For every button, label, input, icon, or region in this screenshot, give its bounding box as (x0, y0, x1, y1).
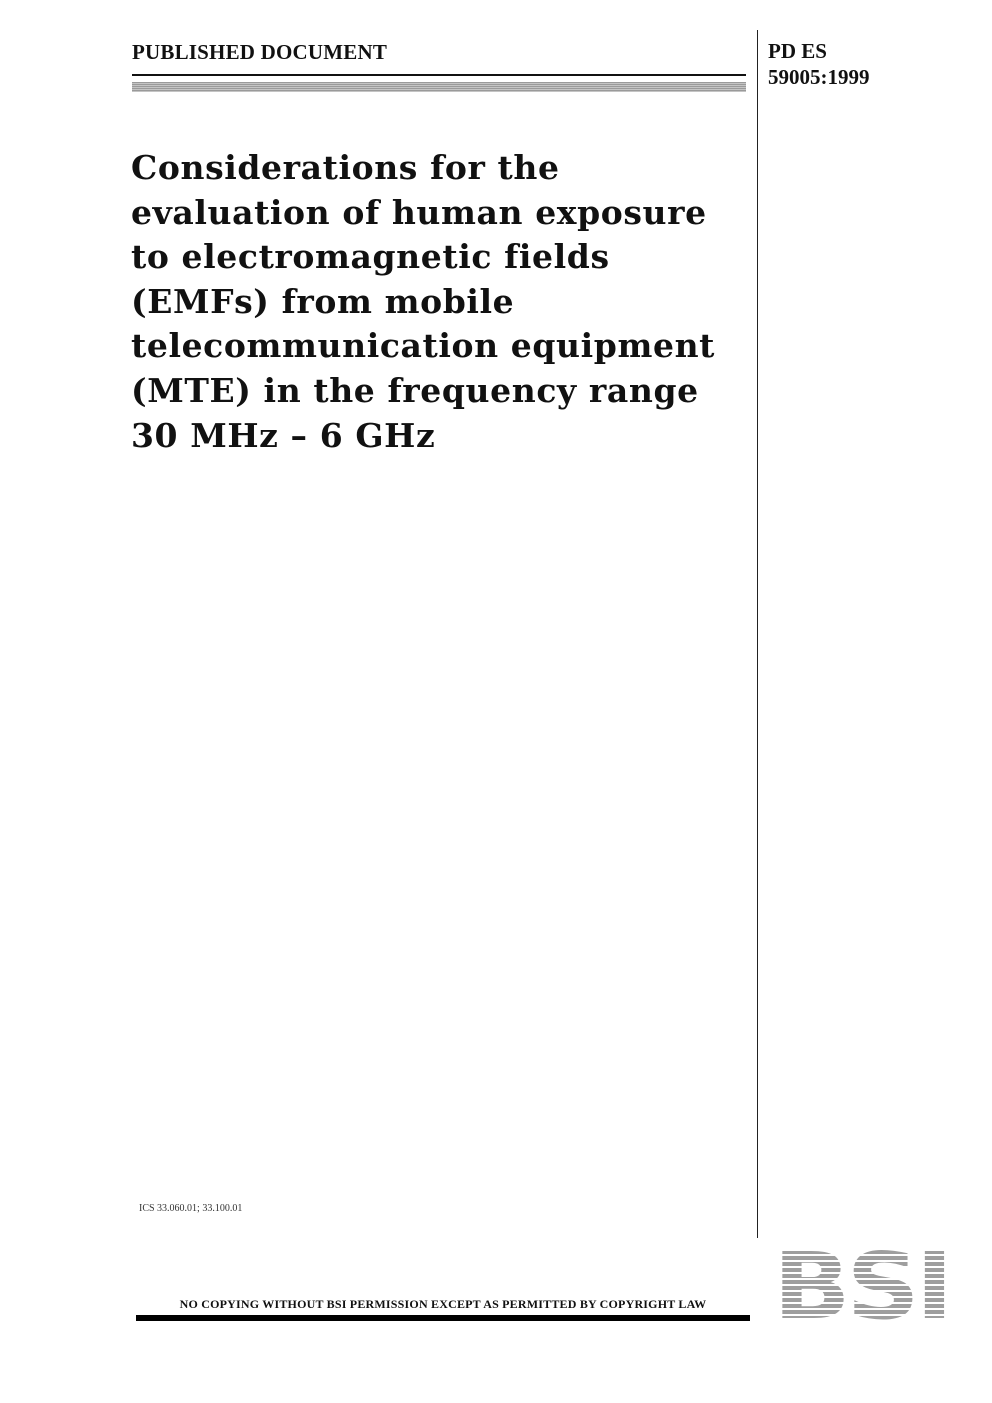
document-number-prefix: PD ES (768, 39, 827, 63)
title-line: to electromagnetic fields (131, 237, 610, 277)
title-line: (MTE) in the frequency range (131, 370, 699, 410)
document-number-code: 59005:1999 (768, 65, 870, 89)
document-number (768, 38, 870, 90)
copyright-notice: NO COPYING WITHOUT BSI PERMISSION EXCEPT AS PERMITTED BY COPYRIGHT LAW (179, 1297, 707, 1311)
document-title (131, 146, 741, 458)
margin-vertical-rule (757, 30, 758, 1238)
footer-rule (136, 1315, 750, 1321)
bsi-logo-text: BSI (773, 1244, 949, 1326)
title-line: 30 MHz – 6 GHz (131, 415, 436, 455)
header-rule (132, 74, 746, 76)
title-line: Considerations for the (131, 148, 560, 187)
title-line: (EMFs) from mobile (131, 281, 515, 321)
header-grey-band (132, 82, 746, 92)
title-line: telecommunication equipment (131, 326, 715, 366)
bsi-logo-icon (772, 1244, 950, 1326)
document-type-label: PUBLISHED DOCUMENT (132, 40, 388, 64)
ics-classification: ICS 33.060.01; 33.100.01 (139, 1203, 243, 1214)
title-line: evaluation of human exposure (131, 192, 707, 232)
